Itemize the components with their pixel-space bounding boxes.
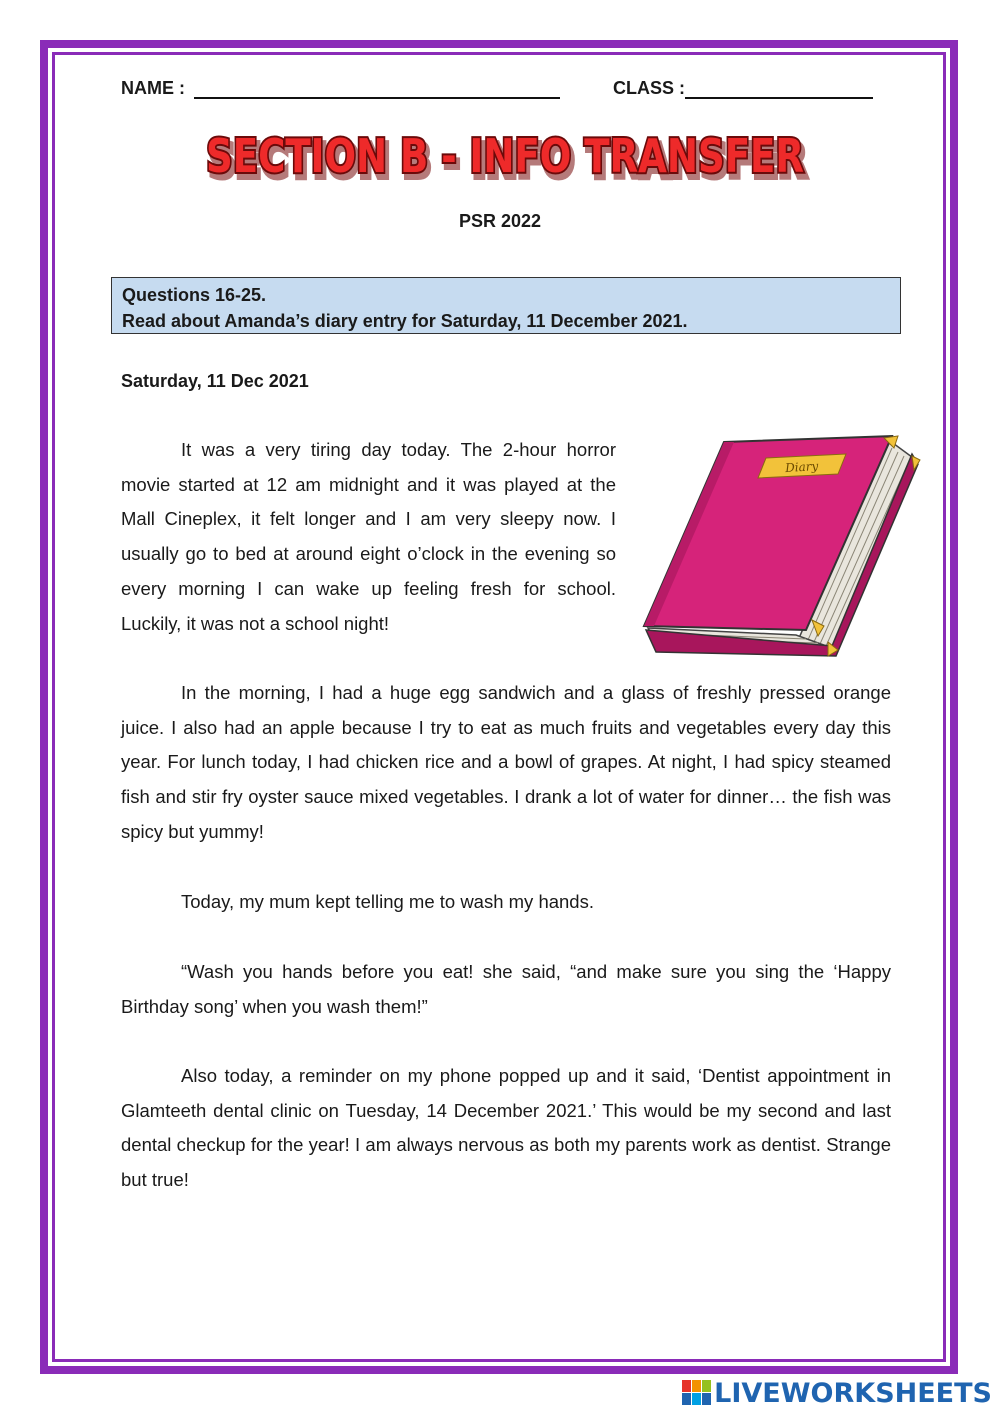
class-label: CLASS : bbox=[613, 78, 685, 98]
class-blank-line[interactable] bbox=[685, 79, 873, 99]
question-range: Questions 16-25. bbox=[122, 285, 267, 305]
name-field[interactable] bbox=[121, 78, 560, 99]
diary-paragraph-1: It was a very tiring day today. The 2-hour horror movie started at 12 am midnight and it was played at the Mall Cineplex, it felt longer and I am very sleepy now. I usually go to bed at around eight o’clock in the evening so every morning I can wake up feeling fresh for school. Luckily, it was not a school night! bbox=[121, 439, 616, 634]
section-title-fill: SECTION B - INFO TRANSFER bbox=[206, 129, 804, 183]
diary-book-icon bbox=[636, 430, 922, 658]
diary-label: Diary bbox=[784, 458, 819, 476]
diary-paragraph-5: Also today, a reminder on my phone popped up and it said, ‘Dentist appointment in Glamteeth dental clinic on Tuesday, 14 December 2021.’ This would be my second and last dental checkup for the year! I am always nervous as both my parents work as dentist. Strange but true! bbox=[121, 1065, 891, 1191]
diary-paragraph-4: “Wash you hands before you eat! she said, “and make sure you sing the ‘Happy Birthday song’ when you wash them!” bbox=[121, 961, 891, 1017]
name-label: NAME : bbox=[121, 78, 185, 98]
section-title-outline: SECTION B - INFO TRANSFER bbox=[206, 129, 804, 183]
brand-text: LIVEWORKSHEETS bbox=[714, 1377, 992, 1409]
liveworksheets-brand bbox=[682, 1376, 992, 1410]
diary-paragraph-2: In the morning, I had a huge egg sandwich and a glass of freshly pressed orange juice. I also had an apple because I try to eat as much fruits and vegetables every day this year. For lunch today, I had chicken rice and a bowl of grapes. At night, I had spicy steamed fish and stir fry oyster sauce mixed vegetables. I drank a lot of water for dinner… the fish was spicy but yummy! bbox=[121, 682, 891, 842]
diary-entry-date: Saturday, 11 Dec 2021 bbox=[121, 371, 309, 391]
question-instruction: Read about Amanda’s diary entry for Saturday, 11 December 2021. bbox=[122, 311, 688, 331]
section-title bbox=[195, 122, 815, 192]
question-instructions-box bbox=[111, 277, 901, 334]
name-blank-line[interactable] bbox=[194, 79, 560, 99]
liveworksheets-logo-icon bbox=[682, 1380, 712, 1406]
exam-label: PSR 2022 bbox=[458, 211, 542, 231]
diary-paragraph-3: Today, my mum kept telling me to wash my hands. bbox=[181, 891, 594, 912]
class-field[interactable] bbox=[613, 78, 873, 99]
section-title-shadow: SECTION B - INFO TRANSFER bbox=[209, 134, 807, 188]
